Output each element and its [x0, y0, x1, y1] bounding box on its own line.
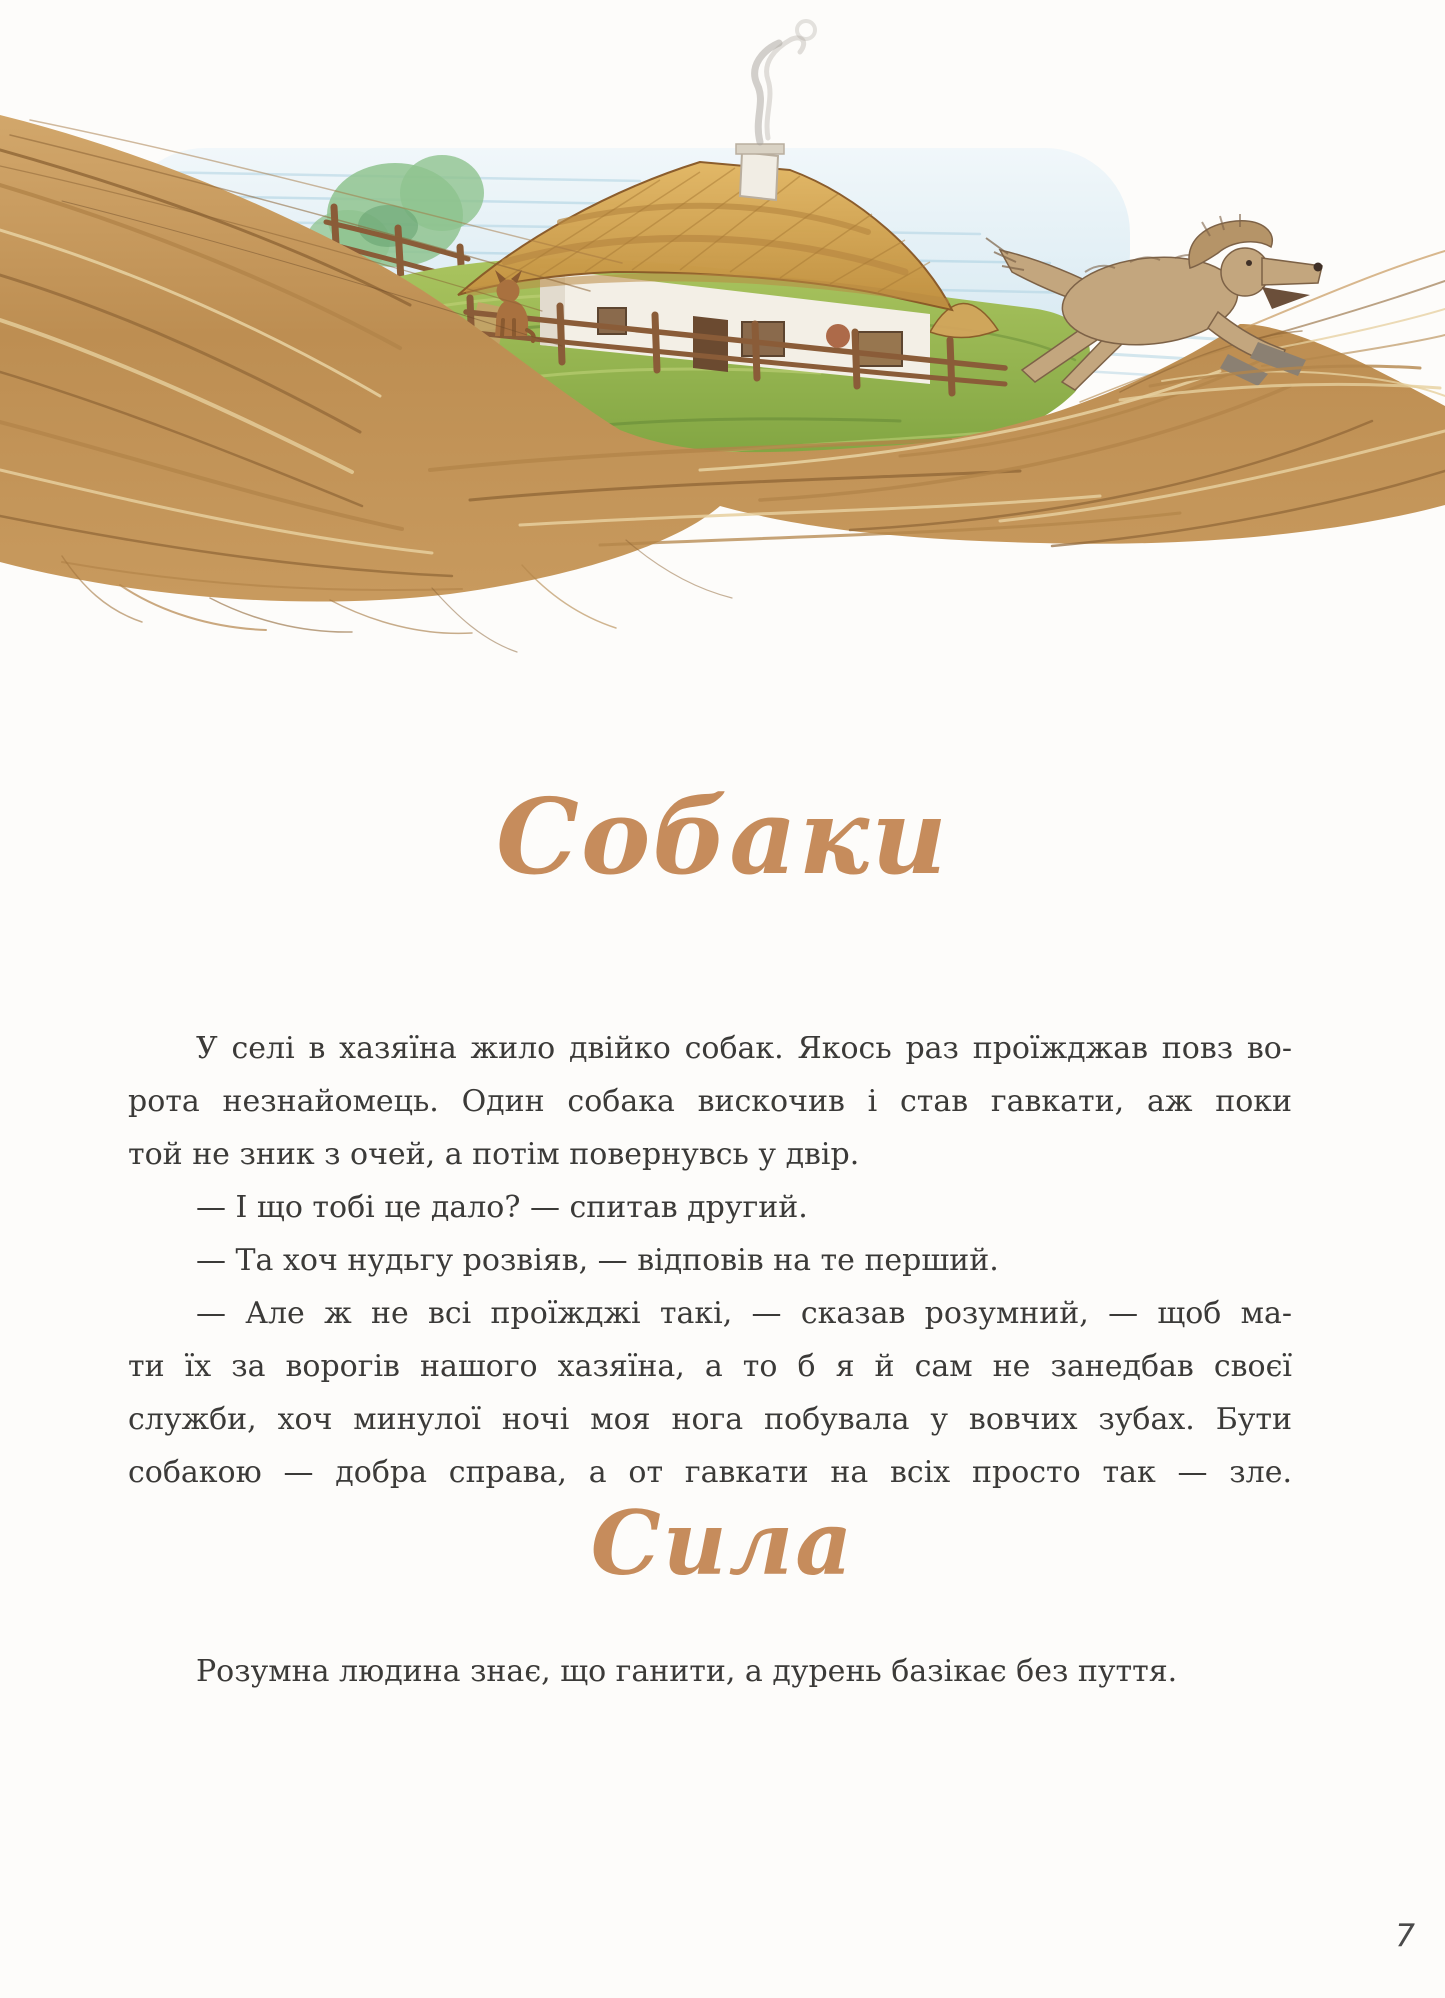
house-door — [693, 316, 728, 372]
story-line: — І що тобі це дало? — спитав другий. — [196, 1190, 808, 1225]
grindstone — [826, 324, 850, 348]
story-line: ти їх за ворогів нашого хазяїна, а то б я й сам не занедбав своєї — [128, 1349, 1292, 1384]
house-window — [858, 332, 902, 366]
page-number: 7 — [1395, 1918, 1415, 1954]
story-text — [128, 1022, 1292, 1499]
story-line: У селі в хазяїна жило двійко собак. Якось раз проїжджав повз во- — [196, 1031, 1292, 1066]
story-line: — Та хоч нудьгу розвіяв, — відповів на те перший. — [196, 1243, 999, 1278]
story-line: — Але ж не всі проїжджі такі, — сказав розумний, — щоб ма- — [196, 1296, 1292, 1331]
moral-line: Розумна людина знає, що ганити, а дурень базікає без пуття. — [196, 1654, 1178, 1689]
illustration — [0, 0, 1445, 660]
chapter-title-sobaky: Собаки — [496, 775, 949, 898]
story-line: рота незнайомець. Один собака вискочив і став гавкати, аж поки — [128, 1084, 1292, 1119]
story-line: служби, хоч минулої ночі моя нога побувала у вовчих зубах. Бути — [128, 1402, 1292, 1437]
smoke — [755, 21, 815, 142]
chapter-title-syla: Сила — [590, 1491, 855, 1595]
chimney — [736, 144, 784, 200]
story-line: собакою — добра справа, а от гавкати на всіх просто так — зле. — [128, 1455, 1292, 1490]
story-line: той не зник з очей, а потім повернувсь у двір. — [128, 1137, 860, 1172]
